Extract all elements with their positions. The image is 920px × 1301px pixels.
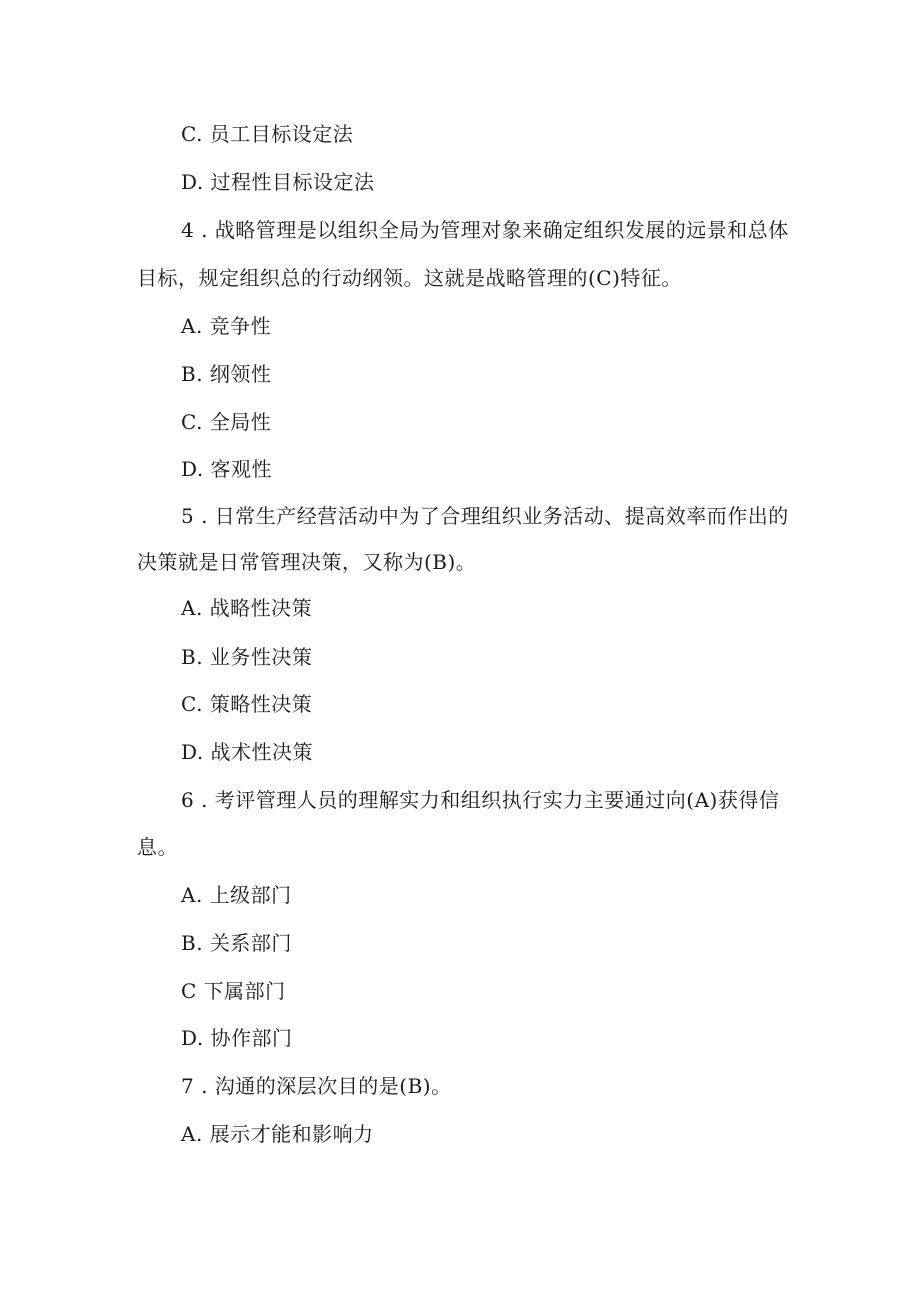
q5-option-c: C. 策略性决策 [181,692,313,716]
q5-option-d: D. 战术性决策 [181,740,314,764]
question-6-line-2: 息。 [137,835,178,859]
q5-option-a: A. 战略性决策 [181,596,313,620]
q4-option-d: D. 客观性 [181,457,273,481]
question-7-line-1: 7 . 沟通的深层次目的是(B)。 [181,1074,452,1098]
q6-option-a: A. 上级部门 [181,883,292,907]
q6-option-b: B. 关系部门 [181,931,292,955]
question-4-line-1: 4 . 战略管理是以组织全局为管理对象来确定组织发展的远景和总体 [181,218,789,242]
q7-option-a: A. 展示才能和影响力 [181,1122,374,1146]
q4-option-c: C. 全局性 [181,410,272,434]
q5-option-b: B. 业务性决策 [181,645,313,669]
option-c-employee-goal: C. 员工目标设定法 [181,122,354,146]
q6-option-c: C 下属部门 [181,979,286,1003]
q4-option-a: A. 竞争性 [181,314,272,338]
question-5-line-2: 决策就是日常管理决策，又称为(B)。 [137,550,477,574]
q4-option-b: B. 纲领性 [181,362,272,386]
option-d-process-goal: D. 过程性目标设定法 [181,170,375,194]
q6-option-d: D. 协作部门 [181,1026,293,1050]
question-4-line-2: 目标，规定组织总的行动纲领。这就是战略管理的(C)特征。 [137,266,682,290]
question-5-line-1: 5 . 日常生产经营活动中为了合理组织业务活动、提高效率而作出的 [181,504,789,528]
question-6-line-1: 6 . 考评管理人员的理解实力和组织执行实力主要通过向(A)获得信 [181,788,780,812]
